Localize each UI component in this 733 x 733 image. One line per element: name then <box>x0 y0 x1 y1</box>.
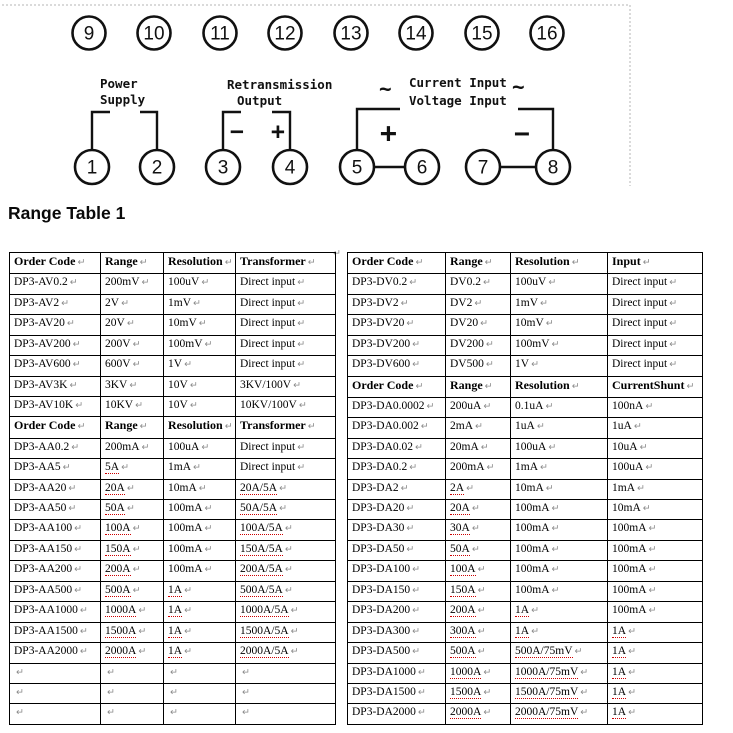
table-row <box>348 683 703 703</box>
table-cell: 1A ↵ <box>511 622 608 642</box>
table-cell: DP3-AA2000 ↵ <box>10 643 101 663</box>
table-cell: 150A ↵ <box>101 540 164 560</box>
table-cell: 150A ↵ <box>446 581 511 601</box>
table-row <box>348 602 703 622</box>
table-cell: 100A ↵ <box>446 561 511 581</box>
retransmission-output-label-line1: Retransmission <box>227 77 333 92</box>
table-cell: 1uA ↵ <box>608 418 703 438</box>
table-row <box>348 294 703 314</box>
table-cell: 2000A ↵ <box>446 704 511 725</box>
table-cell: DP3-AA500 ↵ <box>10 581 101 601</box>
table-cell: 200A ↵ <box>446 602 511 622</box>
table-cell: 10V ↵ <box>164 396 236 416</box>
table-row <box>348 479 703 499</box>
table-cell: Range ↵ <box>101 253 164 274</box>
table-cell: 1A ↵ <box>164 581 236 601</box>
table-cell: Direct input ↵ <box>608 294 703 314</box>
table-cell: 1500A ↵ <box>446 683 511 703</box>
table-cell: Order Code ↵ <box>10 417 101 438</box>
table-row <box>10 602 336 622</box>
table-cell: 20A ↵ <box>446 500 511 520</box>
table-row <box>10 376 336 396</box>
current-input-label: Current Input <box>409 75 507 90</box>
table-cell: 0.1uA ↵ <box>511 397 608 417</box>
table-cell: DP3-DA0.002 ↵ <box>348 418 446 438</box>
table-cell: 500A/75mV ↵ <box>511 643 608 663</box>
table-cell: Direct input ↵ <box>236 274 336 294</box>
table-cell: 100mV ↵ <box>164 335 236 355</box>
table-cell: DP3-AA1000 ↵ <box>10 602 101 622</box>
table-cell: 1A ↵ <box>608 643 703 663</box>
table-cell: 100mA ↵ <box>608 540 703 560</box>
terminal-10-number: 10 <box>143 23 165 45</box>
table-cell: ↵ <box>101 704 164 725</box>
terminal-4-number: 4 <box>284 157 296 179</box>
table-row <box>348 438 703 458</box>
table-cell: 1A ↵ <box>511 602 608 622</box>
table-cell: 100mA ↵ <box>511 500 608 520</box>
table-cell: 100mA ↵ <box>511 540 608 560</box>
table-cell: Direct input ↵ <box>236 356 336 376</box>
table-row <box>348 704 703 725</box>
table-cell: ↵ <box>101 663 164 683</box>
table-cell: Resolution ↵ <box>511 376 608 397</box>
terminal-1-number: 1 <box>86 157 98 179</box>
terminal-5-number: 5 <box>351 157 363 179</box>
table-cell: ↵ <box>10 663 101 683</box>
table-row <box>348 561 703 581</box>
table-cell: 100mA ↵ <box>164 520 236 540</box>
table-cell: 1mA ↵ <box>511 459 608 479</box>
table-row <box>10 438 336 458</box>
table-row <box>348 418 703 438</box>
table-cell: Transformer ↵ <box>236 417 336 438</box>
table-cell: 5A ↵ <box>101 459 164 479</box>
table-cell: 200A/5A ↵ <box>236 561 336 581</box>
table-cell: Direct input ↵ <box>608 356 703 376</box>
table-cell: 20V ↵ <box>101 315 164 335</box>
table-cell: DP3-DA150 ↵ <box>348 581 446 601</box>
table-row <box>348 643 703 663</box>
table-cell: DP3-DA0.2 ↵ <box>348 459 446 479</box>
table-cell: 50A ↵ <box>101 500 164 520</box>
table-cell: DP3-AA100 ↵ <box>10 520 101 540</box>
table-cell: Direct input ↵ <box>236 294 336 314</box>
table-cell: 1A ↵ <box>608 622 703 642</box>
minus-sign-terminal-3: − <box>230 119 244 145</box>
table-cell: 200mA ↵ <box>101 438 164 458</box>
table-cell: DV2 ↵ <box>446 294 511 314</box>
terminal-9-number: 9 <box>83 23 95 45</box>
terminal-13-number: 13 <box>340 23 362 45</box>
table-cell: DP3-AA200 ↵ <box>10 561 101 581</box>
table-row <box>348 253 703 274</box>
table-cell: DP3-DA50 ↵ <box>348 540 446 560</box>
table-cell: 100A ↵ <box>101 520 164 540</box>
table-cell: DP3-AA1500 ↵ <box>10 622 101 642</box>
terminal-15-number: 15 <box>471 23 493 45</box>
table-cell: ↵ <box>164 663 236 683</box>
table-cell: 2A ↵ <box>446 479 511 499</box>
table-row <box>10 500 336 520</box>
table-cell: DP3-AA20 ↵ <box>10 479 101 499</box>
table-cell: 100mA ↵ <box>608 520 703 540</box>
table-row <box>10 335 336 355</box>
table-cell: Direct input ↵ <box>236 315 336 335</box>
table-row <box>10 315 336 335</box>
table-cell: 1A ↵ <box>164 622 236 642</box>
table-cell: 1V ↵ <box>511 356 608 376</box>
table-cell: 10mV ↵ <box>511 315 608 335</box>
ac-tilde-left-icon: ~ <box>379 77 392 101</box>
table-cell: DP3-AV200 ↵ <box>10 335 101 355</box>
table-cell: Range ↵ <box>446 253 511 274</box>
table-cell: 1mV ↵ <box>511 294 608 314</box>
table-cell: ↵ <box>236 663 336 683</box>
table-cell: 100mA ↵ <box>608 581 703 601</box>
voltage-input-label: Voltage Input <box>409 93 507 108</box>
table-row <box>348 520 703 540</box>
table-cell: DP3-DA0.02 ↵ <box>348 438 446 458</box>
table-cell: ↵ <box>236 683 336 703</box>
terminal-3-number: 3 <box>217 157 229 179</box>
table-cell: 10mA ↵ <box>511 479 608 499</box>
table-cell: 200mV ↵ <box>101 274 164 294</box>
table-cell: DP3-AA150 ↵ <box>10 540 101 560</box>
table-cell: 1000A/75mV ↵ <box>511 663 608 683</box>
table-cell: DP3-DA300 ↵ <box>348 622 446 642</box>
table-cell: 200uA ↵ <box>446 397 511 417</box>
table-row <box>10 479 336 499</box>
table-cell: 500A ↵ <box>446 643 511 663</box>
table-cell: Range ↵ <box>101 417 164 438</box>
table-cell: Resolution ↵ <box>164 253 236 274</box>
table-row <box>10 540 336 560</box>
table-cell: DP3-AV20 ↵ <box>10 315 101 335</box>
table-cell: 1mA ↵ <box>608 479 703 499</box>
terminal-12-number: 12 <box>274 23 296 45</box>
table-cell: ↵ <box>236 704 336 725</box>
power-supply-label-line1: Power <box>100 76 138 91</box>
table-cell: DP3-AV3K ↵ <box>10 376 101 396</box>
table-cell: 20A/5A ↵ <box>236 479 336 499</box>
table-row <box>10 459 336 479</box>
table-cell: DP3-AV0.2 ↵ <box>10 274 101 294</box>
table-cell: 3KV/100V ↵ <box>236 376 336 396</box>
table-cell: Resolution ↵ <box>511 253 608 274</box>
table-row <box>10 561 336 581</box>
table-row <box>348 540 703 560</box>
table-row <box>348 459 703 479</box>
table-row <box>10 294 336 314</box>
table-cell: DP3-DA0.0002 ↵ <box>348 397 446 417</box>
table-cell: 100mA ↵ <box>511 561 608 581</box>
table-cell: Direct input ↵ <box>608 274 703 294</box>
table-cell: 100uV ↵ <box>511 274 608 294</box>
table-row <box>10 683 336 703</box>
table-row <box>10 417 336 438</box>
table-cell: 2000A/5A ↵ <box>236 643 336 663</box>
table-cell: 10KV/100V ↵ <box>236 396 336 416</box>
table-cell: DP3-DA500 ↵ <box>348 643 446 663</box>
table-cell: 500A ↵ <box>101 581 164 601</box>
table-cell: DP3-DA20 ↵ <box>348 500 446 520</box>
table-cell: 100mA ↵ <box>511 520 608 540</box>
table-cell: 2V ↵ <box>101 294 164 314</box>
table-cell: 200A ↵ <box>101 561 164 581</box>
table-cell: 30A ↵ <box>446 520 511 540</box>
table-row <box>10 622 336 642</box>
table-cell: 1000A ↵ <box>101 602 164 622</box>
table-cell: 100mA ↵ <box>608 561 703 581</box>
table-row <box>348 500 703 520</box>
table-cell: 200mA ↵ <box>446 459 511 479</box>
table-cell: DP3-AA0.2 ↵ <box>10 438 101 458</box>
table-cell: 1000A/5A ↵ <box>236 602 336 622</box>
table-row <box>10 356 336 376</box>
table-cell: 100uA ↵ <box>608 459 703 479</box>
table-cell: DP3-DV20 ↵ <box>348 315 446 335</box>
table-cell: 100mV ↵ <box>511 335 608 355</box>
table-cell: ↵ <box>10 683 101 703</box>
table-cell: 500A/5A ↵ <box>236 581 336 601</box>
table-cell: 50A/5A ↵ <box>236 500 336 520</box>
table-row <box>10 581 336 601</box>
table-cell: DP3-DA2000 ↵ <box>348 704 446 725</box>
table-cell: 1A ↵ <box>608 663 703 683</box>
page-title: Range Table 1 <box>8 203 126 223</box>
table-row <box>348 581 703 601</box>
table-cell: 100uA ↵ <box>511 438 608 458</box>
table-cell: ↵ <box>10 704 101 725</box>
table-cell: 100mA ↵ <box>164 540 236 560</box>
paragraph-mark: ↵ <box>333 248 341 259</box>
table-cell: Direct input ↵ <box>608 335 703 355</box>
table-cell: 1mA ↵ <box>164 459 236 479</box>
table-row <box>348 274 703 294</box>
terminal-wiring-diagram <box>0 0 733 198</box>
table-cell: DP3-DV200 ↵ <box>348 335 446 355</box>
table-cell: DP3-DV0.2 ↵ <box>348 274 446 294</box>
table-row <box>10 643 336 663</box>
table-row <box>10 520 336 540</box>
table-cell: DP3-DA2 ↵ <box>348 479 446 499</box>
table-row <box>10 396 336 416</box>
terminal-14-number: 14 <box>405 23 427 45</box>
table-cell: 10uA ↵ <box>608 438 703 458</box>
table-cell: 2000A ↵ <box>101 643 164 663</box>
table-cell: DP3-AV600 ↵ <box>10 356 101 376</box>
table-cell: 150A/5A ↵ <box>236 540 336 560</box>
voltage-current-range-table <box>9 252 336 725</box>
table-row <box>348 356 703 376</box>
table-cell: 100nA ↵ <box>608 397 703 417</box>
terminal-2-number: 2 <box>151 157 163 179</box>
table-cell: 50A ↵ <box>446 540 511 560</box>
table-cell: 1A ↵ <box>164 602 236 622</box>
table-cell: DV0.2 ↵ <box>446 274 511 294</box>
plus-sign-terminal-4: + <box>271 119 285 145</box>
table-cell: Order Code ↵ <box>348 376 446 397</box>
table-row <box>10 253 336 274</box>
power-supply-label-line2: Supply <box>100 92 146 107</box>
table-cell: 100A/5A ↵ <box>236 520 336 540</box>
table-cell: Input ↵ <box>608 253 703 274</box>
table-cell: 10V ↵ <box>164 376 236 396</box>
table-cell: DP3-AV10K ↵ <box>10 396 101 416</box>
terminal-11-number: 11 <box>210 23 230 45</box>
table-cell: 1uA ↵ <box>511 418 608 438</box>
table-row <box>348 397 703 417</box>
table-cell: 300A ↵ <box>446 622 511 642</box>
table-cell: Range ↵ <box>446 376 511 397</box>
table-cell: 100mA ↵ <box>164 561 236 581</box>
table-cell: Direct input ↵ <box>236 335 336 355</box>
table-cell: 1500A/5A ↵ <box>236 622 336 642</box>
table-cell: DP3-DA1000 ↵ <box>348 663 446 683</box>
table-cell: DP3-DA1500 ↵ <box>348 683 446 703</box>
table-cell: Resolution ↵ <box>164 417 236 438</box>
wire-terminal-2 <box>140 112 157 151</box>
table-row <box>10 704 336 725</box>
table-cell: DP3-AA5 ↵ <box>10 459 101 479</box>
table-cell: 20mA ↵ <box>446 438 511 458</box>
table-cell: 10mA ↵ <box>608 500 703 520</box>
table-cell: Direct input ↵ <box>608 315 703 335</box>
table-cell: 1500A ↵ <box>101 622 164 642</box>
table-cell: 100uA ↵ <box>164 438 236 458</box>
table-cell: DV200 ↵ <box>446 335 511 355</box>
table-cell: DV500 ↵ <box>446 356 511 376</box>
table-row <box>348 315 703 335</box>
table-cell: 3KV ↵ <box>101 376 164 396</box>
table-cell: CurrentShunt ↵ <box>608 376 703 397</box>
table-cell: Order Code ↵ <box>10 253 101 274</box>
table-cell: DP3-AV2 ↵ <box>10 294 101 314</box>
table-cell: Direct input ↵ <box>236 438 336 458</box>
table-cell: DP3-AA50 ↵ <box>10 500 101 520</box>
table-row <box>348 663 703 683</box>
table-cell: ↵ <box>164 683 236 703</box>
table-cell: 100mA ↵ <box>164 500 236 520</box>
table-cell: 100uV ↵ <box>164 274 236 294</box>
table-cell: 1A ↵ <box>164 643 236 663</box>
table-cell: DV20 ↵ <box>446 315 511 335</box>
table-cell: 1mV ↵ <box>164 294 236 314</box>
terminal-7-number: 7 <box>477 157 489 179</box>
table-cell: 2000A/75mV ↵ <box>511 704 608 725</box>
table-cell: ↵ <box>101 683 164 703</box>
table-cell: 100mA ↵ <box>511 581 608 601</box>
table-cell: 100mA ↵ <box>608 602 703 622</box>
table-row <box>348 622 703 642</box>
table-row <box>10 274 336 294</box>
table-cell: Order Code ↵ <box>348 253 446 274</box>
table-cell: ↵ <box>164 704 236 725</box>
table-cell: 1A ↵ <box>608 683 703 703</box>
minus-sign-terminal-8: − <box>514 119 530 149</box>
table-row <box>348 335 703 355</box>
wire-terminal-1 <box>92 112 110 151</box>
table-cell: DP3-DV600 ↵ <box>348 356 446 376</box>
table-cell: 200V ↵ <box>101 335 164 355</box>
ac-tilde-right-icon: ~ <box>512 75 525 99</box>
table-cell: 1000A ↵ <box>446 663 511 683</box>
table-cell: 20A ↵ <box>101 479 164 499</box>
table-cell: Transformer ↵ <box>236 253 336 274</box>
table-cell: 10mV ↵ <box>164 315 236 335</box>
terminal-8-number: 8 <box>547 157 559 179</box>
table-row <box>10 663 336 683</box>
table-cell: 10mA ↵ <box>164 479 236 499</box>
table-cell: DP3-DA30 ↵ <box>348 520 446 540</box>
table-row <box>348 376 703 397</box>
plus-sign-terminal-5: + <box>380 116 397 149</box>
table-cell: 1500A/75mV ↵ <box>511 683 608 703</box>
table-cell: DP3-DA200 ↵ <box>348 602 446 622</box>
table-cell: Direct input ↵ <box>236 459 336 479</box>
table-cell: 2mA ↵ <box>446 418 511 438</box>
table-cell: DP3-DA100 ↵ <box>348 561 446 581</box>
table-cell: 600V ↵ <box>101 356 164 376</box>
dc-voltage-current-range-table <box>347 252 703 725</box>
retransmission-output-label-line2: Output <box>237 93 283 108</box>
table-cell: 1A ↵ <box>608 704 703 725</box>
table-cell: 1V ↵ <box>164 356 236 376</box>
table-cell: 10KV ↵ <box>101 396 164 416</box>
terminal-16-number: 16 <box>536 23 558 45</box>
table-cell: DP3-DV2 ↵ <box>348 294 446 314</box>
terminal-6-number: 6 <box>416 157 428 179</box>
